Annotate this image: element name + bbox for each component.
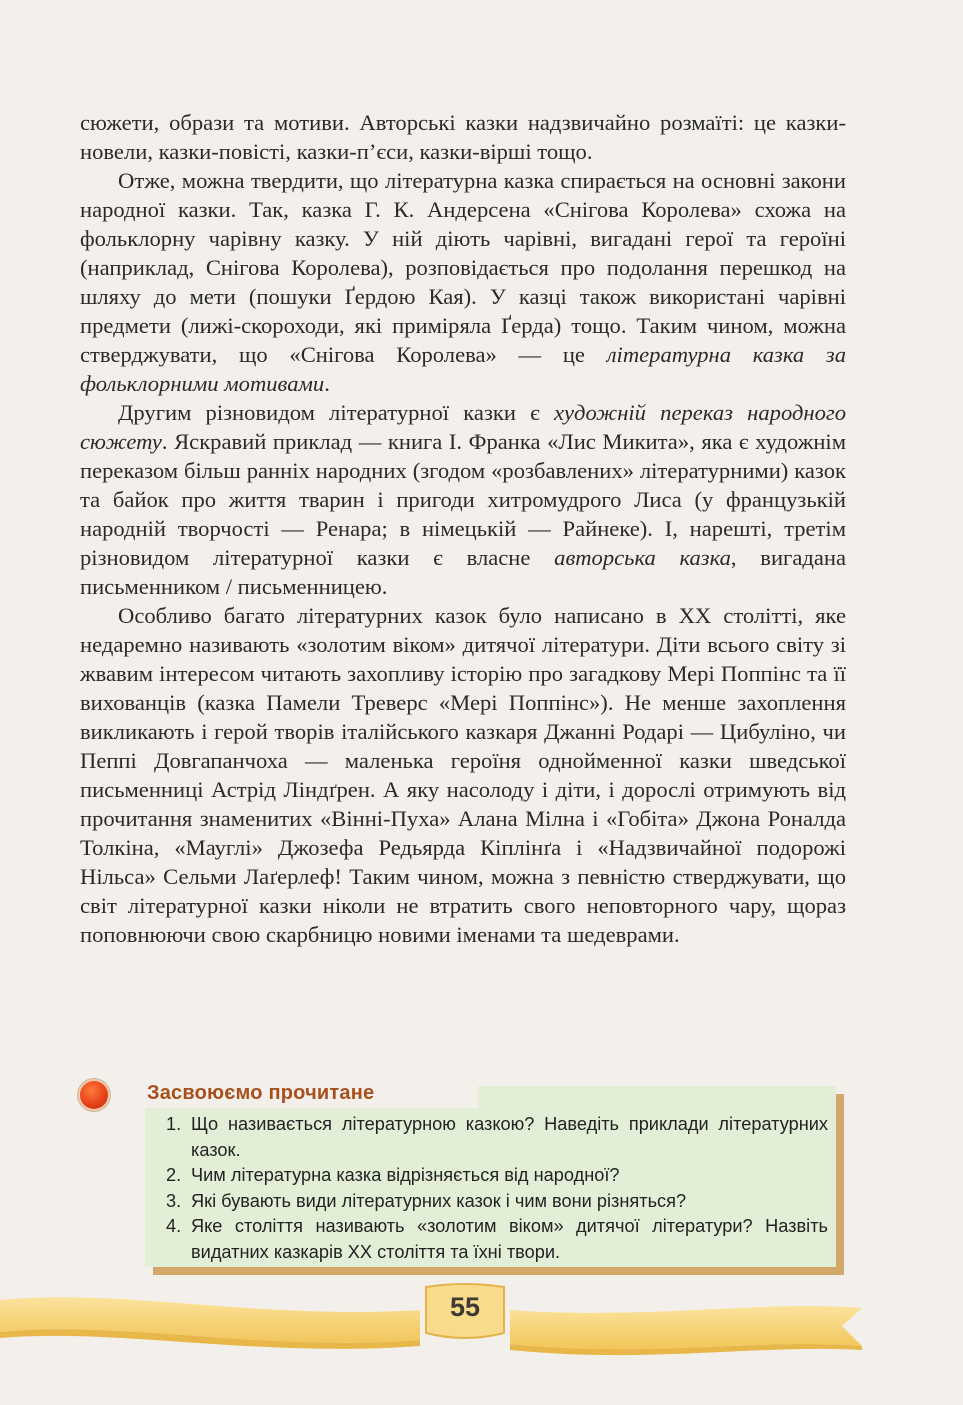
paragraph-4 bbox=[80, 601, 846, 949]
question-item bbox=[166, 1214, 828, 1265]
paragraph-3-end: , вигадана письменником / письменницею. bbox=[80, 545, 846, 599]
paragraph-1 bbox=[80, 108, 846, 166]
section-title: Засвоюємо прочитане bbox=[147, 1082, 375, 1104]
question-number: 1. bbox=[166, 1114, 182, 1134]
paragraph-2-italic: літературна казка за фольклорними мотивами bbox=[80, 342, 847, 396]
bullet-circle-icon bbox=[80, 1081, 108, 1109]
question-item bbox=[166, 1163, 828, 1189]
question-item bbox=[166, 1112, 828, 1163]
paragraph-3-middle: . Яскравий приклад — книга І. Франка «Лис Микита», яка є художнім переказом більш ранніх народних (згодом «розбавлених» літературними) казок та байок про життя тварин і пригоди хитромудрого Лиса (у французькій народній творчості — Ренара; в німецькій — Райнеке). І, нарешті, третім різновидом літературної казки є власне bbox=[80, 429, 846, 570]
questions-list bbox=[166, 1112, 828, 1265]
main-text bbox=[80, 108, 846, 949]
page-number: 55 bbox=[449, 1292, 481, 1322]
question-text: Яке століття називають «золотим віком» дитячої літератури? Назвіть видатних казкарів XX століття та їхні твори. bbox=[191, 1216, 828, 1262]
question-number: 4. bbox=[166, 1216, 182, 1236]
question-number: 2. bbox=[166, 1165, 182, 1185]
paragraph-3-text: Другим різновидом літературної казки є bbox=[118, 400, 555, 425]
paragraph-2-text: Отже, можна твердити, що літературна казка спирається на основні закони народної казки. Так, казка Г. К. Андерсена «Снігова Королева» схожа на фольклорну чарівну казку. У ній діють чарівні, вигадані герої та героїні (наприклад, Снігова Королева), розповідається про подолання перешкод на шляху до мети (пошуки Ґердою Кая). У казці також використані чарівні предмети (лижі-скороходи, які приміряла Ґерда) тощо. Таким чином, можна стверджувати, що «Снігова Королева» — це bbox=[80, 168, 846, 367]
paragraph-1-text: сюжети, образи та мотиви. Авторські казки надзвичайно розмаїті: це казки-новели, казки-повісті, казки-п’єси, казки-вірші тощо. bbox=[80, 110, 846, 164]
paragraph-4-text: Особливо багато літературних казок було написано в XX столітті, яке недаремно називають «золотим віком» дитячої літератури. Діти всього світу зі жвавим інтересом читають захопливу історію про загадкову Мері Поппінс та її вихованців (казка Памели Треверс «Мері Поппінс»). Не менше захоплення викликають і герой творів італійського казкаря Джанні Родарі — Цибуліно, чи Пеппі Довгапанчоха — маленька героїня однойменної казки шведської письменниці Астрід Ліндґрен. А яку насолоду і діти, і дорослі отримують від прочитання знаменитих «Вінні-Пуха» Алана Мілна і «Гобіта» Джона Роналда Толкіна, «Мауглі» Джозефа Редьярда Кіплінґа і «Надзвичайної подорожі Нільса» Сельми Лаґерлеф! Таким чином, можна з певністю стверджувати, що світ літературної казки ніколи не втратить свого неповторного чару, щораз поповнюючи свою скарбницю новими іменами та шедеврами. bbox=[80, 603, 846, 947]
question-item bbox=[166, 1189, 828, 1215]
paragraph-3-italic-2: авторська казка bbox=[554, 545, 731, 570]
paragraph-3 bbox=[80, 398, 846, 601]
paragraph-2 bbox=[80, 166, 846, 398]
question-text: Чим літературна казка відрізняється від народної? bbox=[191, 1165, 620, 1185]
paragraph-2-end: . bbox=[324, 371, 330, 396]
question-text: Що називається літературною казкою? Наведіть приклади літературних казок. bbox=[191, 1114, 828, 1160]
paragraph-3-italic: художній переказ народного сюжету bbox=[80, 400, 846, 454]
question-text: Які бувають види літературних казок і чим вони різняться? bbox=[191, 1190, 687, 1211]
question-number: 3. bbox=[166, 1190, 182, 1211]
